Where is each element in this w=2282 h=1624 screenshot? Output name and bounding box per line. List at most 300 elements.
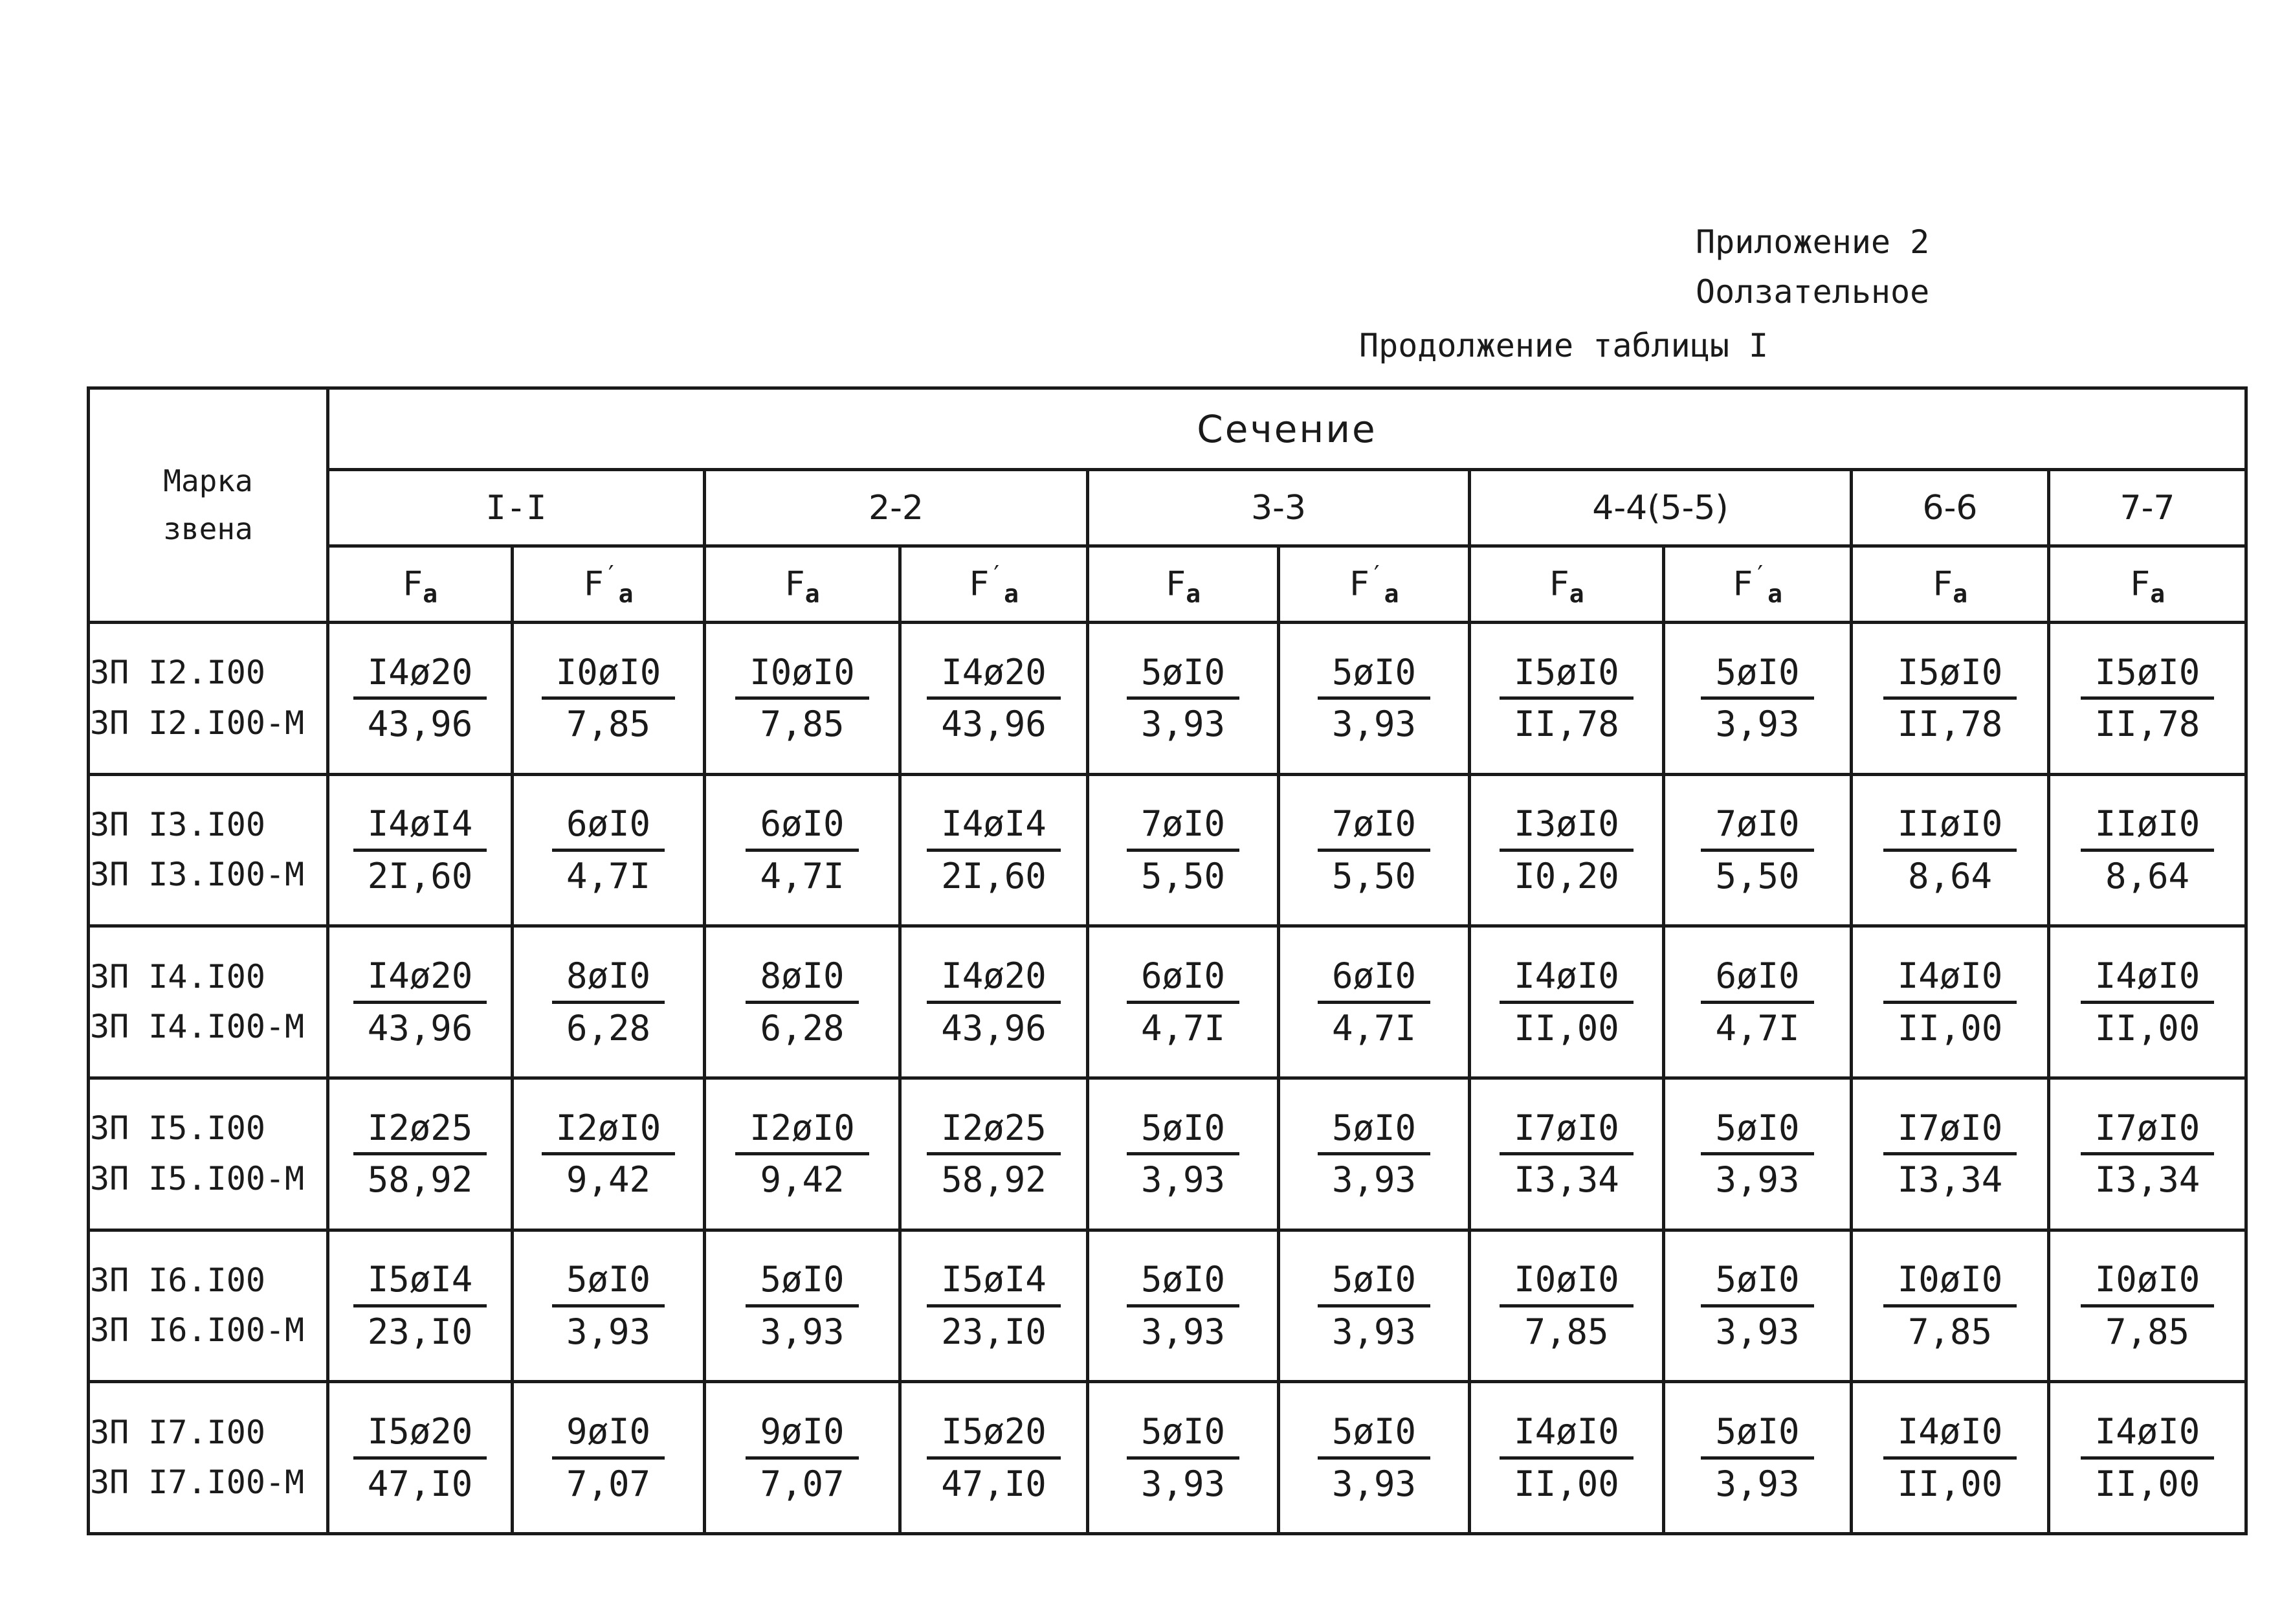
reinforcement-cell bbox=[1088, 623, 1279, 775]
area-symbol: F bbox=[1932, 564, 1953, 603]
mark-name: ЗП I5.I00 bbox=[90, 1109, 265, 1148]
bar-spec: 8øI0 bbox=[552, 954, 665, 1004]
area-value: 5,50 bbox=[1715, 855, 1800, 896]
area-symbol: F bbox=[402, 564, 423, 603]
reinforcement-fraction bbox=[746, 802, 858, 898]
reinforcement-cell bbox=[1470, 926, 1664, 1078]
area-value: 3,93 bbox=[566, 1311, 651, 1352]
mark-name: ЗП I6.I00-М bbox=[90, 1311, 305, 1350]
area-symbol: F bbox=[1165, 564, 1186, 603]
area-value: II,78 bbox=[2094, 704, 2200, 745]
reinforcement-cell bbox=[328, 774, 513, 926]
reinforcement-cell bbox=[1852, 1382, 2049, 1534]
reinforcement-cell bbox=[513, 623, 705, 775]
area-subscript: a bbox=[1384, 579, 1399, 608]
reinforcement-cell bbox=[705, 623, 900, 775]
reinforcement-fraction bbox=[1318, 1106, 1430, 1202]
reinforcement-cell bbox=[900, 1078, 1088, 1230]
reinforcement-fraction bbox=[542, 1106, 676, 1202]
area-value: 7,85 bbox=[566, 704, 651, 745]
bar-spec: 6øI0 bbox=[746, 802, 858, 852]
area-value: II,78 bbox=[1514, 704, 1619, 745]
reinforcement-cell bbox=[1852, 1230, 2049, 1382]
section-header-4: 4-4(5-5) bbox=[1470, 470, 1852, 546]
reinforcement-fraction bbox=[353, 1258, 487, 1353]
mark-column-header bbox=[89, 388, 328, 623]
reinforcement-fraction bbox=[1883, 1258, 2017, 1353]
mark-name: ЗП I3.I00-М bbox=[90, 856, 305, 894]
reinforcement-cell bbox=[328, 1078, 513, 1230]
area-value: 3,93 bbox=[1140, 1311, 1226, 1352]
reinforcement-fraction bbox=[2081, 651, 2215, 746]
area-value: 9,42 bbox=[566, 1159, 651, 1201]
area-subheader bbox=[513, 546, 705, 623]
reinforcement-cell bbox=[513, 774, 705, 926]
area-symbol: F bbox=[784, 564, 805, 603]
bar-spec: 6øI0 bbox=[1701, 954, 1813, 1004]
reinforcement-cell bbox=[1664, 926, 1852, 1078]
reinforcement-fraction bbox=[1500, 954, 1634, 1050]
mark-cell bbox=[89, 1230, 328, 1382]
area-value: 3,93 bbox=[1331, 1159, 1417, 1201]
area-value: 3,93 bbox=[1140, 1463, 1226, 1504]
area-subheader bbox=[1088, 546, 1279, 623]
reinforcement-cell bbox=[1279, 926, 1470, 1078]
area-subscript: a bbox=[423, 579, 438, 608]
bar-spec: I7øI0 bbox=[2081, 1106, 2215, 1156]
area-subscript: a bbox=[1767, 579, 1783, 608]
reinforcement-cell bbox=[1088, 1230, 1279, 1382]
reinforcement-fraction bbox=[1701, 1410, 1813, 1506]
reinforcement-cell bbox=[1279, 1078, 1470, 1230]
reinforcement-fraction bbox=[353, 1410, 487, 1506]
reinforcement-fraction bbox=[2081, 1410, 2215, 1506]
prime-mark: ′ bbox=[989, 560, 1004, 589]
section-header-7: 7-7 bbox=[2049, 470, 2246, 546]
bar-spec: 5øI0 bbox=[1318, 1258, 1430, 1307]
table-row bbox=[89, 774, 2246, 926]
bar-spec: 5øI0 bbox=[1127, 1258, 1239, 1307]
reinforcement-fraction bbox=[1318, 1410, 1430, 1506]
mark-name: ЗП I7.I00 bbox=[90, 1413, 265, 1451]
bar-spec: 5øI0 bbox=[1701, 1410, 1813, 1460]
reinforcement-cell bbox=[705, 1230, 900, 1382]
reinforcement-cell bbox=[328, 1230, 513, 1382]
area-subscript: a bbox=[1953, 579, 1968, 608]
bar-spec: I5øI0 bbox=[2081, 651, 2215, 700]
reinforcement-cell bbox=[328, 623, 513, 775]
reinforcement-fraction bbox=[552, 954, 665, 1050]
reinforcement-fraction bbox=[1318, 1258, 1430, 1353]
reinforcement-fraction bbox=[1127, 1106, 1239, 1202]
area-value: II,00 bbox=[1897, 1463, 2003, 1504]
appendix-label: Приложение 2 bbox=[1696, 223, 1930, 261]
section-header-2: 2-2 bbox=[705, 470, 1088, 546]
reinforcement-cell bbox=[705, 774, 900, 926]
area-value: I0,20 bbox=[1514, 855, 1619, 896]
reinforcement-cell bbox=[2049, 926, 2246, 1078]
reinforcement-cell bbox=[1470, 623, 1664, 775]
area-value: 43,96 bbox=[941, 1007, 1047, 1049]
bar-spec: I0øI0 bbox=[542, 651, 676, 700]
reinforcement-fraction bbox=[2081, 802, 2215, 898]
area-subscript: a bbox=[1186, 579, 1201, 608]
reinforcement-cell bbox=[1664, 1382, 1852, 1534]
table-row bbox=[89, 1230, 2246, 1382]
bar-spec: 7øI0 bbox=[1318, 802, 1430, 852]
reinforcement-fraction bbox=[1500, 1106, 1634, 1202]
bar-spec: I7øI0 bbox=[1883, 1106, 2017, 1156]
reinforcement-cell bbox=[1664, 623, 1852, 775]
bar-spec: I5øI0 bbox=[1500, 651, 1634, 700]
bar-spec: I4ø20 bbox=[353, 954, 487, 1004]
area-value: 6,28 bbox=[566, 1007, 651, 1049]
mark-name: ЗП I4.I00 bbox=[90, 957, 265, 996]
area-value: 3,93 bbox=[1715, 1159, 1800, 1201]
reinforcement-cell bbox=[1852, 623, 2049, 775]
reinforcement-fraction bbox=[2081, 1106, 2215, 1202]
reinforcement-cell bbox=[1088, 1078, 1279, 1230]
bar-spec: I4øI0 bbox=[1500, 954, 1634, 1004]
area-value: 7,07 bbox=[760, 1463, 845, 1504]
bar-spec: I4øI4 bbox=[927, 802, 1061, 852]
reinforcement-fraction bbox=[2081, 954, 2215, 1050]
area-value: 4,7I bbox=[566, 855, 651, 896]
bar-spec: I4ø20 bbox=[927, 954, 1061, 1004]
bar-spec: I5ø20 bbox=[927, 1410, 1061, 1460]
reinforcement-fraction bbox=[927, 1258, 1061, 1353]
bar-spec: I7øI0 bbox=[1500, 1106, 1634, 1156]
reinforcement-fraction bbox=[1500, 1258, 1634, 1353]
area-value: 3,93 bbox=[1715, 1463, 1800, 1504]
area-value: 2I,60 bbox=[941, 855, 1047, 896]
reinforcement-fraction bbox=[1318, 954, 1430, 1050]
area-subheader bbox=[1664, 546, 1852, 623]
area-value: 3,93 bbox=[1140, 1159, 1226, 1201]
reinforcement-fraction bbox=[927, 802, 1061, 898]
area-value: 7,85 bbox=[2105, 1311, 2190, 1352]
reinforcement-cell bbox=[1664, 1230, 1852, 1382]
area-value: 4,7I bbox=[1331, 1007, 1417, 1049]
reinforcement-fraction bbox=[552, 1258, 665, 1353]
reinforcement-cell bbox=[1470, 1382, 1664, 1534]
area-value: I3,34 bbox=[1514, 1159, 1619, 1201]
mark-name: ЗП I4.I00-М bbox=[90, 1008, 305, 1046]
area-symbol: F bbox=[968, 564, 990, 603]
reinforcement-fraction bbox=[1500, 651, 1634, 746]
reinforcement-cell bbox=[1088, 774, 1279, 926]
area-value: 6,28 bbox=[760, 1007, 845, 1049]
bar-spec: I2øI0 bbox=[735, 1106, 869, 1156]
mark-cell bbox=[89, 774, 328, 926]
reinforcement-cell bbox=[1470, 1078, 1664, 1230]
table-row bbox=[89, 1078, 2246, 1230]
bar-spec: 5øI0 bbox=[1701, 1258, 1813, 1307]
reinforcement-cell bbox=[1470, 774, 1664, 926]
reinforcement-cell bbox=[2049, 1078, 2246, 1230]
area-value: 23,I0 bbox=[367, 1311, 473, 1352]
mark-cell bbox=[89, 1078, 328, 1230]
bar-spec: I2ø25 bbox=[927, 1106, 1061, 1156]
reinforcement-cell bbox=[1279, 774, 1470, 926]
area-value: 23,I0 bbox=[941, 1311, 1047, 1352]
reinforcement-fraction bbox=[353, 651, 487, 746]
bar-spec: I4øI0 bbox=[2081, 954, 2215, 1004]
bar-spec: 7øI0 bbox=[1701, 802, 1813, 852]
bar-spec: 8øI0 bbox=[746, 954, 858, 1004]
area-symbol: F bbox=[583, 564, 604, 603]
section-header-3: 3-3 bbox=[1088, 470, 1470, 546]
reinforcement-fraction bbox=[927, 954, 1061, 1050]
bar-spec: I5øI4 bbox=[927, 1258, 1061, 1307]
mark-name: ЗП I5.I00-М bbox=[90, 1159, 305, 1197]
mark-cell bbox=[89, 926, 328, 1078]
prime-mark: ′ bbox=[1753, 560, 1768, 589]
prime-mark: ′ bbox=[1369, 560, 1384, 589]
section-group-header: Сечение bbox=[328, 388, 2246, 470]
reinforcement-fraction bbox=[1883, 1410, 2017, 1506]
reinforcement-cell bbox=[705, 1382, 900, 1534]
prime-mark: ′ bbox=[603, 560, 619, 589]
mark-cell bbox=[89, 623, 328, 775]
bar-spec: I4ø20 bbox=[927, 651, 1061, 700]
area-symbol: F bbox=[1349, 564, 1369, 603]
bar-spec: 5øI0 bbox=[1701, 651, 1813, 700]
reinforcement-fraction bbox=[1127, 1410, 1239, 1506]
reinforcement-cell bbox=[1088, 926, 1279, 1078]
bar-spec: I4øI0 bbox=[1883, 954, 2017, 1004]
mark-name: ЗП I3.I00 bbox=[90, 805, 265, 843]
bar-spec: 5øI0 bbox=[1127, 1106, 1239, 1156]
bar-spec: 5øI0 bbox=[1701, 1106, 1813, 1156]
area-value: 3,93 bbox=[1331, 704, 1417, 745]
area-value: I3,34 bbox=[1897, 1159, 2003, 1201]
area-subscript: a bbox=[618, 579, 634, 608]
area-value: 3,93 bbox=[1331, 1311, 1417, 1352]
reinforcement-fraction bbox=[735, 1106, 869, 1202]
reinforcement-cell bbox=[2049, 1230, 2246, 1382]
bar-spec: I5øI4 bbox=[353, 1258, 487, 1307]
area-value: I3,34 bbox=[2094, 1159, 2200, 1201]
reinforcement-fraction bbox=[927, 1106, 1061, 1202]
bar-spec: I4øI0 bbox=[2081, 1410, 2215, 1460]
area-value: 3,93 bbox=[1715, 704, 1800, 745]
reinforcement-cell bbox=[1852, 774, 2049, 926]
mark-cell bbox=[89, 1382, 328, 1534]
area-value: 5,50 bbox=[1331, 855, 1417, 896]
bar-spec: 5øI0 bbox=[1318, 1106, 1430, 1156]
bar-spec: I4ø20 bbox=[353, 651, 487, 700]
reinforcement-fraction bbox=[1883, 1106, 2017, 1202]
area-symbol: F bbox=[1549, 564, 1569, 603]
bar-spec: I4øI0 bbox=[1883, 1410, 2017, 1460]
bar-spec: 9øI0 bbox=[746, 1410, 858, 1460]
bar-spec: I0øI0 bbox=[1500, 1258, 1634, 1307]
area-value: 3,93 bbox=[760, 1311, 845, 1352]
bar-spec: I0øI0 bbox=[2081, 1258, 2215, 1307]
reinforcement-fraction bbox=[353, 1106, 487, 1202]
reinforcement-fraction bbox=[1883, 651, 2017, 746]
reinforcement-table bbox=[87, 386, 2248, 1535]
reinforcement-fraction bbox=[552, 1410, 665, 1506]
area-value: 7,07 bbox=[566, 1463, 651, 1504]
reinforcement-cell bbox=[328, 1382, 513, 1534]
table-row bbox=[89, 1382, 2246, 1534]
area-value: 2I,60 bbox=[367, 855, 473, 896]
reinforcement-fraction bbox=[746, 1258, 858, 1353]
bar-spec: I4øI4 bbox=[353, 802, 487, 852]
mark-header-line2: звена bbox=[163, 511, 253, 546]
reinforcement-cell bbox=[900, 774, 1088, 926]
reinforcement-fraction bbox=[1701, 1106, 1813, 1202]
reinforcement-fraction bbox=[1701, 802, 1813, 898]
reinforcement-fraction bbox=[735, 651, 869, 746]
bar-spec: 6øI0 bbox=[1318, 954, 1430, 1004]
area-value: 58,92 bbox=[941, 1159, 1047, 1201]
bar-spec: 9øI0 bbox=[552, 1410, 665, 1460]
area-value: 4,7I bbox=[1140, 1007, 1226, 1049]
area-subheader bbox=[328, 546, 513, 623]
area-subscript: a bbox=[2150, 579, 2166, 608]
mark-name: ЗП I2.I00-М bbox=[90, 704, 305, 742]
area-value: 3,93 bbox=[1715, 1311, 1800, 1352]
area-value: II,78 bbox=[1897, 704, 2003, 745]
area-symbol: F bbox=[1732, 564, 1753, 603]
bar-spec: 7øI0 bbox=[1127, 802, 1239, 852]
reinforcement-fraction bbox=[1883, 802, 2017, 898]
mark-name: ЗП I6.I00 bbox=[90, 1261, 265, 1299]
bar-spec: I3øI0 bbox=[1500, 802, 1634, 852]
bar-spec: I2ø25 bbox=[353, 1106, 487, 1156]
reinforcement-fraction bbox=[1318, 802, 1430, 898]
reinforcement-fraction bbox=[1883, 954, 2017, 1050]
reinforcement-cell bbox=[900, 1382, 1088, 1534]
section-header-1: I-I bbox=[328, 470, 705, 546]
reinforcement-cell bbox=[900, 926, 1088, 1078]
area-value: 47,I0 bbox=[941, 1463, 1047, 1504]
reinforcement-cell bbox=[1852, 1078, 2049, 1230]
reinforcement-fraction bbox=[1500, 802, 1634, 898]
mark-name: ЗП I2.I00 bbox=[90, 654, 265, 692]
area-subheader bbox=[1279, 546, 1470, 623]
area-subheader bbox=[1852, 546, 2049, 623]
bar-spec: IIøI0 bbox=[2081, 802, 2215, 852]
area-symbol: F bbox=[2129, 564, 2151, 603]
area-value: 7,85 bbox=[1524, 1311, 1609, 1352]
area-value: 47,I0 bbox=[367, 1463, 473, 1504]
reinforcement-cell bbox=[2049, 623, 2246, 775]
reinforcement-fraction bbox=[927, 1410, 1061, 1506]
reinforcement-cell bbox=[2049, 1382, 2246, 1534]
bar-spec: 6øI0 bbox=[552, 802, 665, 852]
area-value: II,00 bbox=[1514, 1463, 1619, 1504]
reinforcement-cell bbox=[1664, 774, 1852, 926]
area-value: 58,92 bbox=[367, 1159, 473, 1201]
reinforcement-fraction bbox=[2081, 1258, 2215, 1353]
area-subscript: a bbox=[1569, 579, 1584, 608]
bar-spec: 5øI0 bbox=[1127, 1410, 1239, 1460]
reinforcement-cell bbox=[1664, 1078, 1852, 1230]
area-value: II,00 bbox=[1897, 1007, 2003, 1049]
mark-name: ЗП I7.I00-М bbox=[90, 1463, 305, 1502]
bar-spec: I0øI0 bbox=[1883, 1258, 2017, 1307]
bar-spec: 5øI0 bbox=[552, 1258, 665, 1307]
section-header-6: 6-6 bbox=[1852, 470, 2049, 546]
area-value: 43,96 bbox=[367, 704, 473, 745]
area-value: 7,85 bbox=[760, 704, 845, 745]
area-value: 8,64 bbox=[1907, 855, 1993, 896]
bar-spec: IIøI0 bbox=[1883, 802, 2017, 852]
reinforcement-cell bbox=[513, 1078, 705, 1230]
area-value: 43,96 bbox=[367, 1007, 473, 1049]
reinforcement-fraction bbox=[353, 802, 487, 898]
area-value: II,00 bbox=[1514, 1007, 1619, 1049]
table-row bbox=[89, 623, 2246, 775]
bar-spec: I2øI0 bbox=[542, 1106, 676, 1156]
reinforcement-fraction bbox=[746, 1410, 858, 1506]
area-value: 4,7I bbox=[1715, 1007, 1800, 1049]
bar-spec: 6øI0 bbox=[1127, 954, 1239, 1004]
reinforcement-fraction bbox=[542, 651, 676, 746]
reinforcement-fraction bbox=[1318, 651, 1430, 746]
reinforcement-cell bbox=[1470, 1230, 1664, 1382]
reinforcement-fraction bbox=[552, 802, 665, 898]
reinforcement-fraction bbox=[927, 651, 1061, 746]
area-subheader bbox=[2049, 546, 2246, 623]
reinforcement-cell bbox=[900, 623, 1088, 775]
bar-spec: 5øI0 bbox=[1318, 651, 1430, 700]
reinforcement-cell bbox=[513, 1230, 705, 1382]
bar-spec: I5øI0 bbox=[1883, 651, 2017, 700]
area-value: 5,50 bbox=[1140, 855, 1226, 896]
area-value: 4,7I bbox=[760, 855, 845, 896]
reinforcement-fraction bbox=[1701, 1258, 1813, 1353]
bar-spec: I5ø20 bbox=[353, 1410, 487, 1460]
table-continuation-label: Продолжение таблицы I bbox=[1359, 327, 1769, 364]
area-subheader bbox=[900, 546, 1088, 623]
area-value: II,00 bbox=[2094, 1007, 2200, 1049]
reinforcement-cell bbox=[328, 926, 513, 1078]
reinforcement-cell bbox=[1088, 1382, 1279, 1534]
area-value: 3,93 bbox=[1140, 704, 1226, 745]
reinforcement-cell bbox=[900, 1230, 1088, 1382]
area-value: 7,85 bbox=[1907, 1311, 1993, 1352]
bar-spec: I4øI0 bbox=[1500, 1410, 1634, 1460]
area-subheader bbox=[1470, 546, 1664, 623]
bar-spec: 5øI0 bbox=[746, 1258, 858, 1307]
reinforcement-cell bbox=[1852, 926, 2049, 1078]
reinforcement-fraction bbox=[1701, 954, 1813, 1050]
bar-spec: 5øI0 bbox=[1318, 1410, 1430, 1460]
reinforcement-fraction bbox=[1127, 802, 1239, 898]
reinforcement-cell bbox=[2049, 774, 2246, 926]
reinforcement-cell bbox=[705, 926, 900, 1078]
area-subheader bbox=[705, 546, 900, 623]
reinforcement-cell bbox=[705, 1078, 900, 1230]
area-value: 8,64 bbox=[2105, 855, 2190, 896]
bar-spec: 5øI0 bbox=[1127, 651, 1239, 700]
area-subscript: a bbox=[804, 579, 820, 608]
reinforcement-cell bbox=[1279, 1230, 1470, 1382]
reinforcement-cell bbox=[1279, 1382, 1470, 1534]
mandatory-label: Оолзательное bbox=[1696, 273, 1930, 311]
reinforcement-fraction bbox=[353, 954, 487, 1050]
area-value: 43,96 bbox=[941, 704, 1047, 745]
area-value: 9,42 bbox=[760, 1159, 845, 1201]
mark-header-line1: Марка bbox=[163, 463, 253, 498]
area-value: II,00 bbox=[2094, 1463, 2200, 1504]
reinforcement-fraction bbox=[1127, 1258, 1239, 1353]
